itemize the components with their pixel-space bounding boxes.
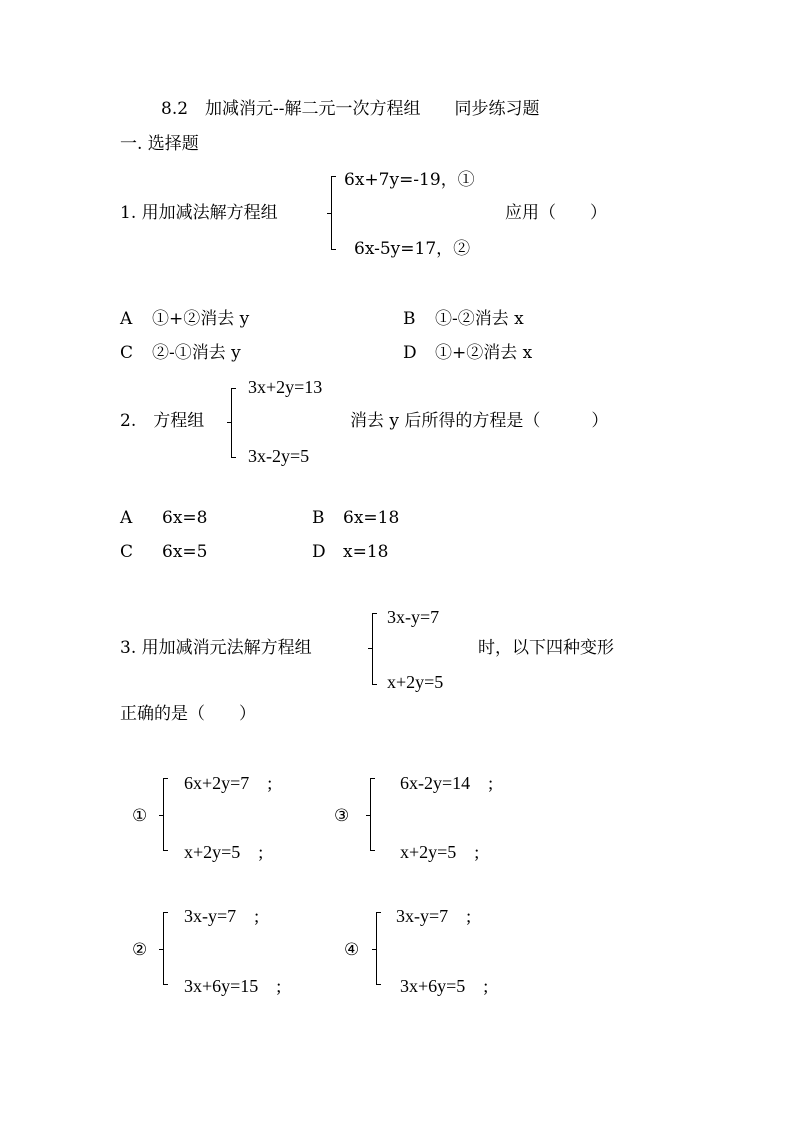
q2-option-a-letter: A [120,508,133,528]
q2-answer-blank: 消去 y 后所得的方程是（ ） [350,411,609,431]
q3-system-4-label: ④ [344,940,360,960]
q1-answer-blank: 应用（ ） [505,203,607,223]
q2-option-d-letter: D [312,542,326,562]
q2-option-b-letter: B [312,508,325,528]
q3-system-2-equation-1: 3x-y=7 ; [184,906,260,926]
q3-system-3-equation-2: x+2y=5 ; [400,842,480,862]
q3-system-4-equation-2: 3x+6y=5 ; [400,976,489,996]
q3-system-3-equation-1: 6x-2y=14 ; [400,773,494,793]
q1-stem: 1. 用加减法解方程组 [120,203,278,223]
q2-equation-2: 3x-2y=5 [248,446,310,466]
q2-option-b-text: 6x=18 [343,508,400,528]
q2-option-c-letter: C [120,542,134,562]
q1-option-d-letter: D [403,343,417,363]
page-title: 8.2 加减消元--解二元一次方程组 同步练习题 [161,99,540,119]
q3-system-1-label: ① [132,806,148,826]
q1-option-a-letter: A [120,309,133,329]
q2-brace [231,388,232,458]
q1-equation-1: 6x+7y=-19，① [344,170,475,190]
q3-system-2-label: ② [132,940,148,960]
q2-equation-1: 3x+2y=13 [248,377,323,397]
q1-option-a-text: ①+②消去 y [152,309,250,329]
q1-option-c-text: ②-①消去 y [152,343,241,363]
q3-stem-continued: 时，以下四种变形 [478,638,614,658]
q3-answer-blank: 正确的是（ ） [120,704,256,724]
section-heading: 一. 选择题 [120,134,199,154]
q1-equation-2: 6x-5y=17，② [354,239,471,259]
q2-option-d-text: x=18 [343,542,389,562]
q2-option-a-text: 6x=8 [162,508,208,528]
q3-system-2-equation-2: 3x+6y=15 ; [184,976,282,996]
q3-system-4-equation-1: 3x-y=7 ; [396,906,472,926]
q2-stem: 2. 方程组 [120,411,205,431]
q1-option-b-text: ①-②消去 x [435,309,524,329]
q3-stem: 3. 用加减消元法解方程组 [120,638,312,658]
q1-option-b-letter: B [403,309,416,329]
q2-option-c-text: 6x=5 [162,542,208,562]
q3-equation-2: x+2y=5 [387,672,444,692]
q3-system-1-equation-2: x+2y=5 ; [184,842,264,862]
q1-option-c-letter: C [120,343,134,363]
q3-system-3-label: ③ [334,806,350,826]
q3-system-1-equation-1: 6x+2y=7 ; [184,773,273,793]
q3-equation-1: 3x-y=7 [387,607,440,627]
q1-option-d-text: ①+②消去 x [435,343,533,363]
q3-brace [372,613,373,685]
